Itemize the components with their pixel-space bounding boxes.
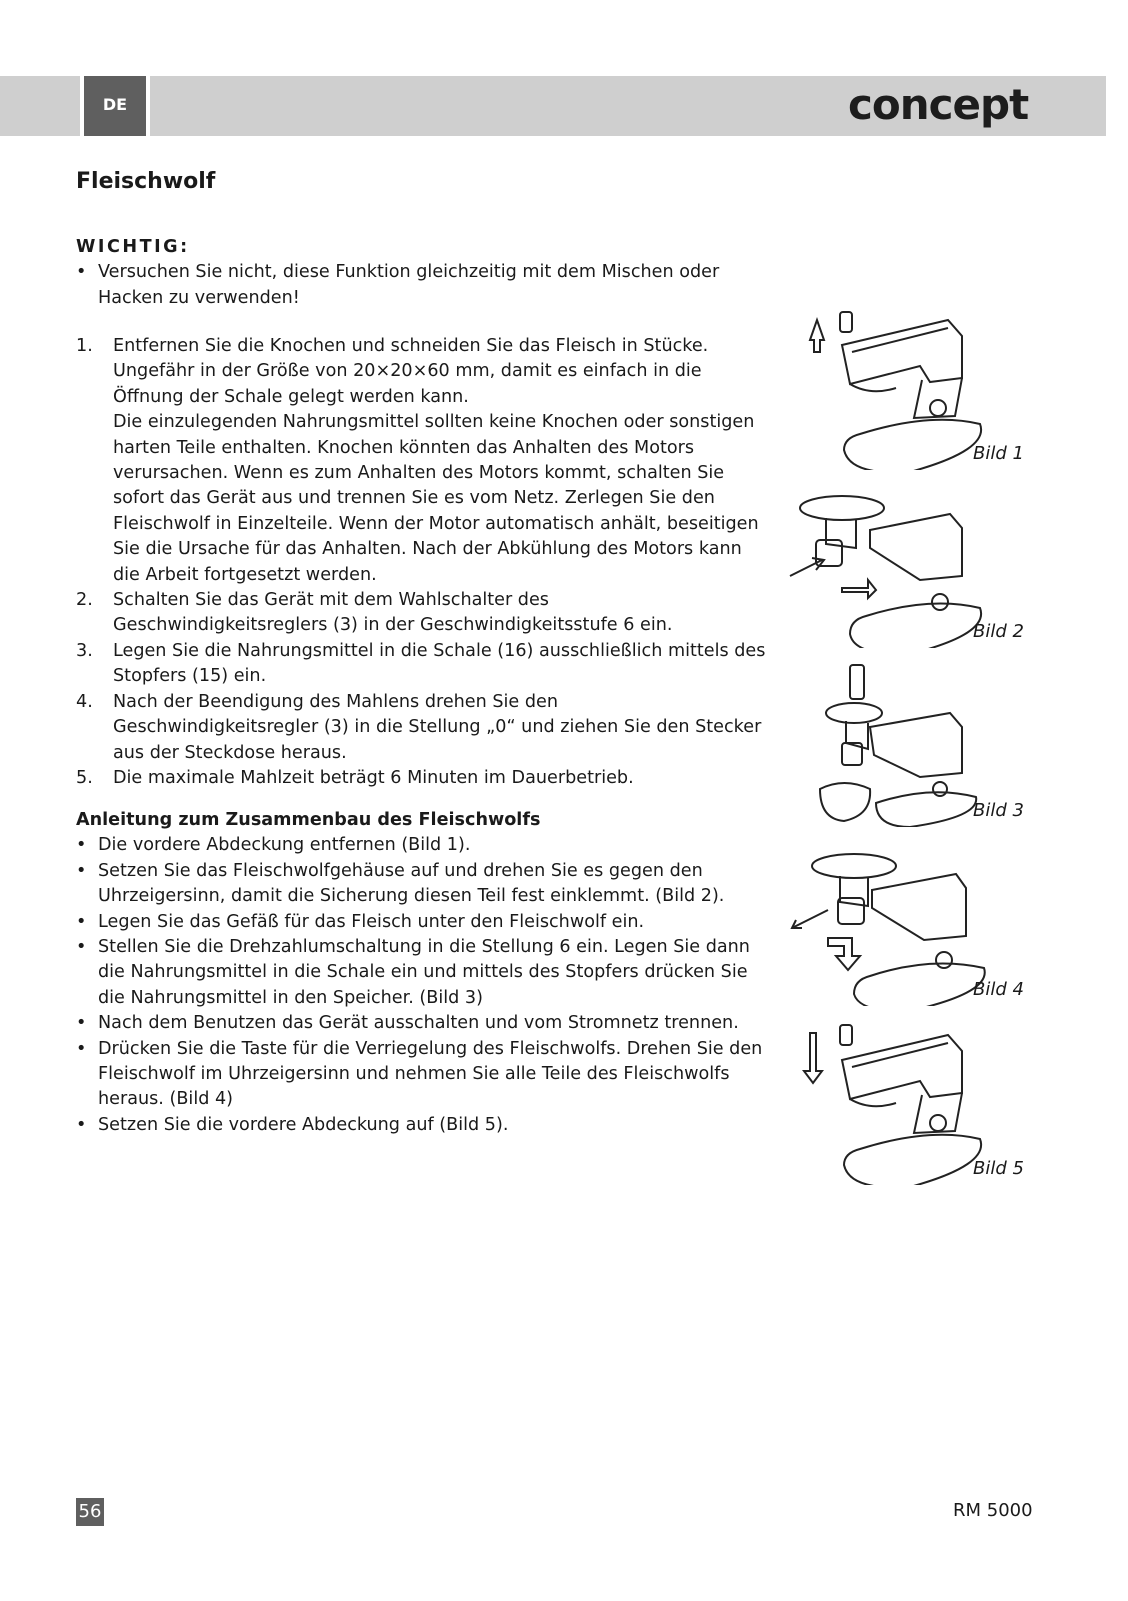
step-number: 4. xyxy=(76,691,93,712)
step-number: 1. xyxy=(76,336,93,356)
bullet-text: Versuchen Sie nicht, diese Funktion gleichzeitig mit dem Mischen oder Hacken zu verwenden! xyxy=(98,262,720,308)
step-text: Legen Sie die Nahrungsmittel in die Schale (16) ausschließlich mittels des Stopfers (15) ein. xyxy=(113,640,766,687)
list-item xyxy=(76,935,766,1011)
arrow-down-icon xyxy=(828,938,860,970)
list-item xyxy=(76,859,766,910)
step-number: 5. xyxy=(76,767,93,788)
bullet-text: Stellen Sie die Drehzahlumschaltung in die Stellung 6 ein. Legen Sie dann die Nahrungsmittel in die Schale ein und mittels des Stopfers drücken Sie die Nahrungsmittel in den Speicher. (Bild 3) xyxy=(98,937,750,1008)
assembly-section xyxy=(76,808,766,1138)
list-item xyxy=(76,1113,766,1138)
bullet-text: Nach dem Benutzen das Gerät ausschalten und vom Stromnetz trennen. xyxy=(98,1013,739,1034)
steps-list xyxy=(76,334,766,791)
figure-caption: Bild 5 xyxy=(973,1158,1024,1179)
step-text: Schalten Sie das Gerät mit dem Wahlschalter des Geschwindigkeitsreglers (3) in der Geschwindigkeitsstufe 6 ein. xyxy=(113,590,673,636)
bullet-text: Legen Sie das Gefäß für das Fleisch unter den Fleischwolf ein. xyxy=(98,911,645,932)
figure-5 xyxy=(780,1015,1040,1185)
bullet-mark: • xyxy=(76,1114,87,1135)
figure-1 xyxy=(780,300,1040,470)
language-tab: DE xyxy=(80,76,150,136)
arrow-right-icon xyxy=(842,580,876,598)
step-text-continued: Die einzulegenden Nahrungsmittel sollten keine Knochen oder sonstigen harten Teile enthalten. Knochen könnten das Anhalten des Motors verursachen. Wenn es zum Anhalten des Motors kommt, schalten Sie sofort das Gerät aus und trennen Sie es vom Netz. Zerlegen Sie den Fleischwolf in Einzelteile. Wenn der Motor automatisch anhält, beseitigen Sie die Ursache für das Anhalten. Nach der Abkühlung des Motors kann die Arbeit fortgesetzt werden. xyxy=(113,412,759,585)
step-item xyxy=(76,639,766,690)
page-number: 56 xyxy=(76,1498,104,1526)
step-text: Die maximale Mahlzeit beträgt 6 Minuten im Dauerbetrieb. xyxy=(113,767,634,788)
step-text: Entfernen Sie die Knochen und schneiden Sie das Fleisch in Stücke. Ungefähr in der Größe von 20×20×60 mm, damit es einfach in die Öffnung der Schale gelegt werden kann. xyxy=(113,336,709,407)
bullet-text: Setzen Sie die vordere Abdeckung auf (Bild 5). xyxy=(98,1114,509,1135)
figure-caption: Bild 3 xyxy=(973,800,1024,821)
arrow-diagonal-icon xyxy=(790,558,824,576)
model-label: RM 5000 xyxy=(953,1500,1033,1521)
list-item xyxy=(76,260,756,311)
bullet-text: Setzen Sie das Fleischwolfgehäuse auf und drehen Sie es gegen den Uhrzeigersinn, damit die Sicherung diesen Teil fest einklemmt. (Bild 2). xyxy=(98,860,725,907)
arrow-diagonal-icon xyxy=(792,910,828,928)
arrow-down-icon xyxy=(804,1033,822,1083)
assembly-heading: Anleitung zum Zusammenbau des Fleischwolfs xyxy=(76,810,541,830)
list-item xyxy=(76,910,766,935)
bullet-mark: • xyxy=(76,911,87,932)
page-title: Fleischwolf xyxy=(76,169,216,194)
step-text: Nach der Beendigung des Mahlens drehen Sie den Geschwindigkeitsregler (3) in die Stellung „0“ und ziehen Sie den Stecker aus der Steckdose heraus. xyxy=(113,691,762,763)
figure-caption: Bild 2 xyxy=(973,621,1024,642)
brand-logo: concept xyxy=(848,80,1029,129)
list-item xyxy=(76,1037,766,1113)
step-item xyxy=(76,766,766,791)
bullet-mark: • xyxy=(76,262,87,283)
step-number: 3. xyxy=(76,640,93,661)
bullet-text: Drücken Sie die Taste für die Verriegelung des Fleischwolfs. Drehen Sie den Fleischwolf im Uhrzeigersinn und nehmen Sie alle Teile des Fleischwolfs heraus. (Bild 4) xyxy=(98,1038,763,1110)
bullet-mark: • xyxy=(76,860,87,881)
arrow-up-icon xyxy=(810,320,824,352)
bullet-mark: • xyxy=(76,937,87,958)
bullet-mark: • xyxy=(76,1013,87,1034)
step-item xyxy=(76,334,766,588)
step-item xyxy=(76,588,766,639)
bullet-mark: • xyxy=(76,1038,87,1059)
figure-4 xyxy=(780,836,1040,1006)
bullet-text: Die vordere Abdeckung entfernen (Bild 1). xyxy=(98,835,471,856)
important-heading: WICHTIG: xyxy=(76,237,190,257)
step-item xyxy=(76,690,766,766)
bullet-mark: • xyxy=(76,835,87,856)
list-item xyxy=(76,1011,766,1036)
list-item xyxy=(76,833,766,858)
figure-2 xyxy=(780,478,1040,648)
figure-caption: Bild 1 xyxy=(973,443,1024,464)
figure-caption: Bild 4 xyxy=(973,979,1024,1000)
figure-3 xyxy=(780,657,1040,827)
important-section xyxy=(76,235,756,311)
step-number: 2. xyxy=(76,590,93,611)
